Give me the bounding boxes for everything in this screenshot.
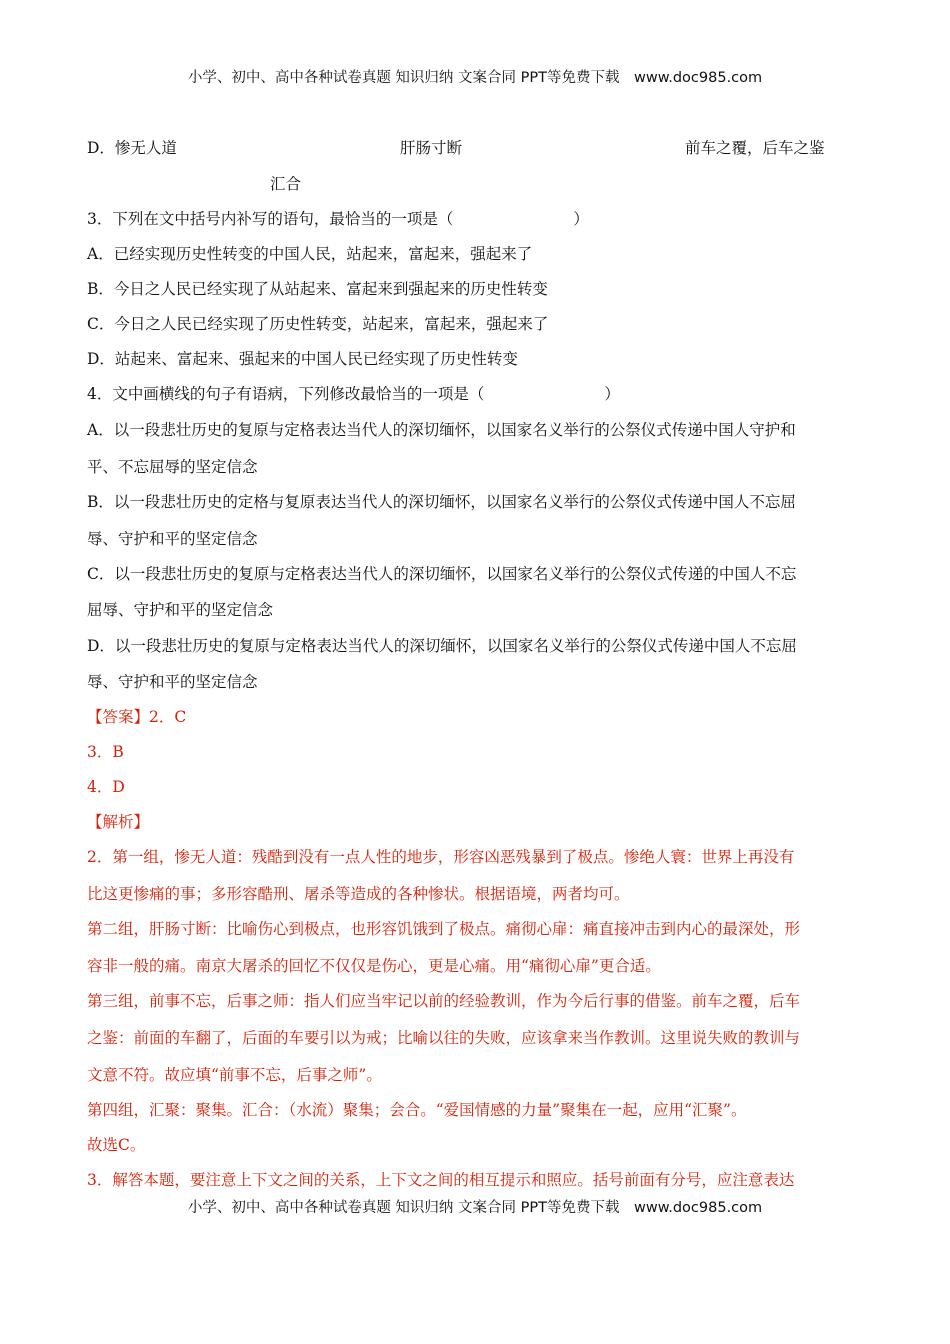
analysis-label: 【解析】	[87, 813, 150, 831]
analysis-line: 2．第一组，惨无人道：残酷到没有一点人性的地步，形容凶恶残暴到了极点。惨绝人寰：世界上再没有	[87, 848, 795, 866]
analysis-line: 第四组，汇聚：聚集。汇合：（水流）聚集；会合。“爱国情感的力量”聚集在一起，应用“汇聚”。	[87, 1101, 747, 1119]
analysis-line: 第二组，肝肠寸断：比喻伤心到极点，也形容饥饿到了极点。痛彻心扉：痛直接冲击到内心的最深处，形	[87, 920, 801, 938]
q4-stem	[87, 384, 620, 404]
answer-line: 4．D	[87, 778, 125, 796]
q3-option-a: A．已经实现历史性转变的中国人民，站起来，富起来，强起来了	[87, 245, 533, 263]
q4-option-b-line2: 辱、守护和平的坚定信念	[87, 530, 258, 548]
q4-option-a-line2: 平、不忘屈辱的坚定信念	[87, 458, 258, 476]
q2-option-d-d: 汇合	[270, 175, 302, 193]
q4-option-d-line1: D．以一段悲壮历史的复原与定格表达当代人的深切缅怀，以国家名义举行的公祭仪式传递中国人不忘屈	[87, 637, 797, 655]
page-footer: 小学、初中、高中各种试卷真题 知识归纳 文案合同 PPT等免费下载 www.doc985.com	[187, 1200, 763, 1216]
q3-stem	[87, 209, 589, 229]
q4-stem-close: ）	[604, 385, 620, 403]
analysis-line: 容非一般的痛。南京大屠杀的回忆不仅仅是伤心，更是心痛。用“痛彻心扉”更合适。	[87, 957, 661, 975]
q2-option-d-a: D．惨无人道	[87, 139, 177, 157]
answer-line: 3．B	[87, 743, 124, 761]
q4-option-c-line2: 屈辱、守护和平的坚定信念	[87, 601, 274, 619]
q4-stem-text: 4．文中画横线的句子有语病，下列修改最恰当的一项是（	[87, 385, 485, 403]
q2-option-d-b: 肝肠寸断	[400, 139, 463, 157]
q3-stem-text: 3．下列在文中括号内补写的语句，最恰当的一项是（	[87, 210, 454, 228]
q3-option-d: D．站起来、富起来、强起来的中国人民已经实现了历史性转变	[87, 350, 518, 368]
q3-option-b: B．今日之人民已经实现了从站起来、富起来到强起来的历史性转变	[87, 280, 548, 298]
q2-option-d-c: 前车之覆，后车之鉴	[685, 139, 825, 157]
q4-option-b-line1: B．以一段悲壮历史的定格与复原表达当代人的深切缅怀，以国家名义举行的公祭仪式传递中国人不忘屈	[87, 493, 796, 511]
analysis-line: 3．解答本题，要注意上下文之间的关系，上下文之间的相互提示和照应。括号前面有分号，应注意表达	[87, 1171, 795, 1189]
q4-option-d-line2: 辱、守护和平的坚定信念	[87, 673, 258, 691]
answer-label: 【答案】2．C	[87, 708, 187, 726]
analysis-line: 比这更惨痛的事；多形容酷刑、屠杀等造成的各种惨状。根据语境，两者均可。	[87, 885, 630, 903]
page-header: 小学、初中、高中各种试卷真题 知识归纳 文案合同 PPT等免费下载 www.doc985.com	[187, 70, 763, 86]
q3-option-c: C．今日之人民已经实现了历史性转变，站起来，富起来，强起来了	[87, 315, 549, 333]
q4-option-c-line1: C．以一段悲壮历史的复原与定格表达当代人的深切缅怀，以国家名义举行的公祭仪式传递的中国人不忘	[87, 565, 797, 583]
analysis-line: 故选C。	[87, 1136, 146, 1154]
analysis-line: 第三组，前事不忘，后事之师：指人们应当牢记以前的经验教训，作为今后行事的借鉴。前车之覆，后车	[87, 992, 801, 1010]
q4-option-a-line1: A．以一段悲壮历史的复原与定格表达当代人的深切缅怀，以国家名义举行的公祭仪式传递中国人守护和	[87, 421, 796, 439]
q3-stem-close: ）	[573, 210, 589, 228]
analysis-line: 之鉴：前面的车翻了，后面的车要引以为戒；比喻以往的失败，应该拿来当作教训。这里说失败的教训与	[87, 1029, 801, 1047]
analysis-line: 文意不符。故应填“前事不忘，后事之师”。	[87, 1066, 382, 1084]
